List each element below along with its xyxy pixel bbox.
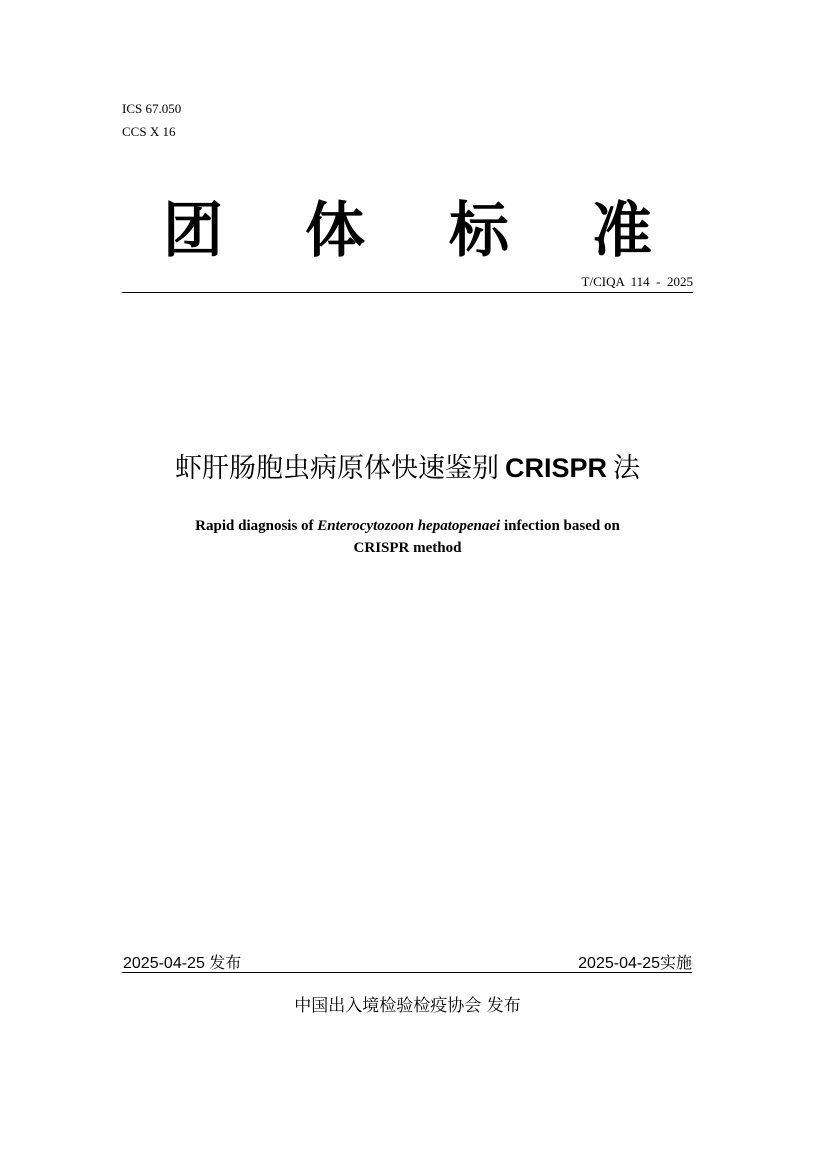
standard-type-char: 体 xyxy=(305,196,365,266)
publisher-line xyxy=(0,994,815,1018)
title-chinese-latin: CRISPR xyxy=(504,453,607,483)
ics-code: ICS 67.050 xyxy=(122,101,182,116)
title-chinese-suffix: 法 xyxy=(613,453,640,484)
title-english-species: Enterocytozoon hepatopenaei xyxy=(317,518,501,534)
standard-type-char: 标 xyxy=(449,196,509,266)
title-english-part2: infection based on xyxy=(500,518,620,534)
publish-date-label: 发布 xyxy=(209,953,242,972)
standard-type-char: 准 xyxy=(592,196,652,266)
title-english xyxy=(0,515,815,559)
title-chinese xyxy=(0,449,815,488)
header-divider xyxy=(122,292,693,293)
publish-date: 2025-04-25 xyxy=(123,955,205,972)
implement-date-label: 实施 xyxy=(659,953,692,972)
publisher-name: 中国出入境检验检疫协会 xyxy=(294,996,482,1016)
standard-type-char: 团 xyxy=(163,196,223,266)
title-chinese-prefix: 虾肝肠胞虫病原体快速鉴别 xyxy=(174,453,499,484)
title-english-part1: Rapid diagnosis of xyxy=(195,518,318,534)
implement-date: 2025-04-25 xyxy=(578,955,660,972)
date-divider xyxy=(122,972,692,973)
standard-number: T/CIQA 114 - 2025 xyxy=(581,274,693,289)
ccs-code: CCS X 16 xyxy=(122,124,176,139)
title-english-line2: CRISPR method xyxy=(353,540,462,556)
publisher-label: 发布 xyxy=(486,996,521,1016)
